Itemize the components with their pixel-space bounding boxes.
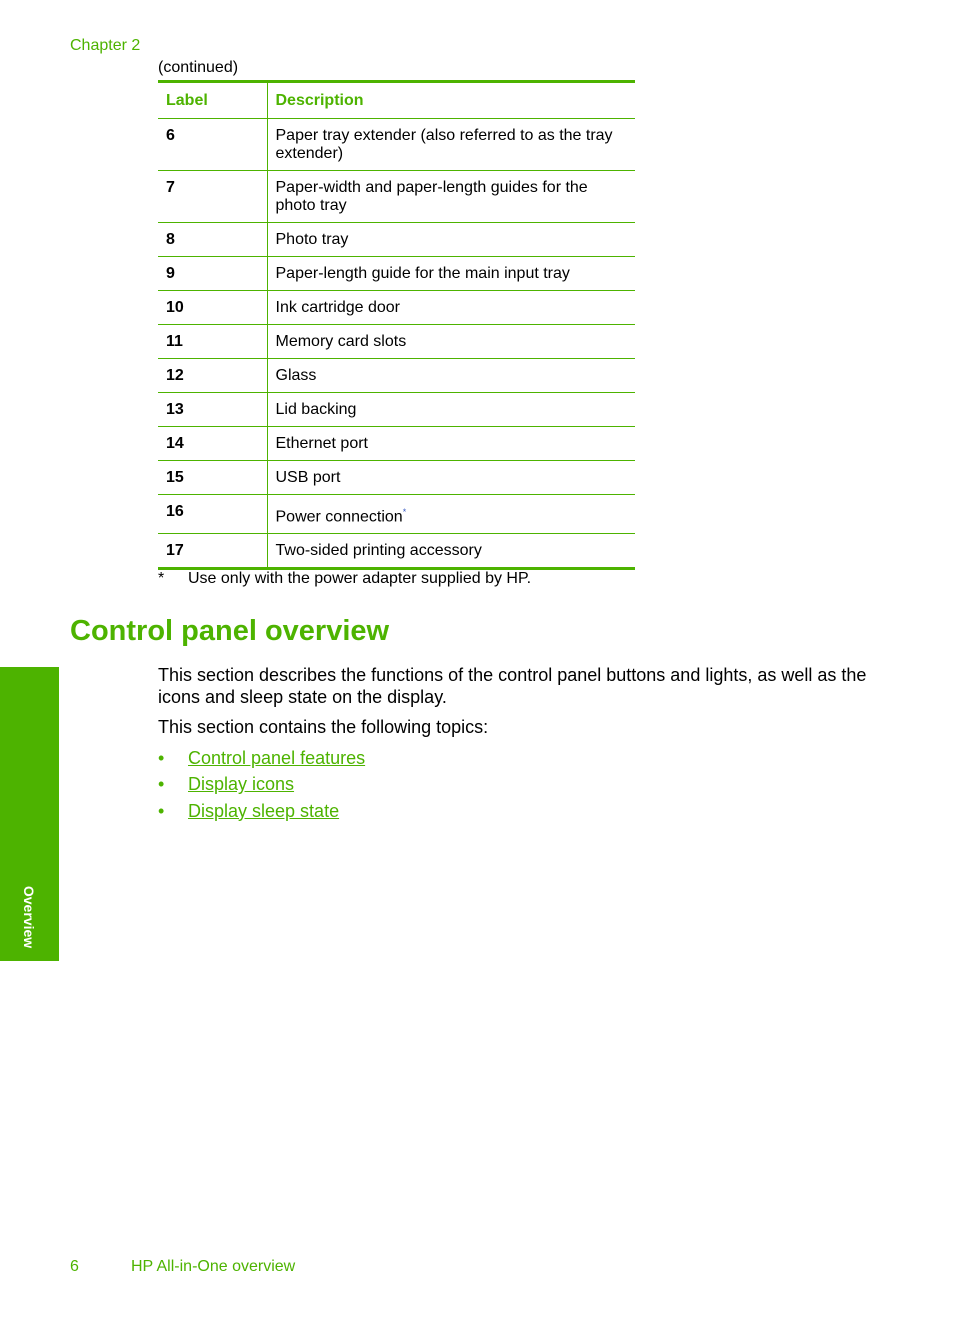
topics-intro: This section contains the following topics:	[158, 717, 489, 737]
row-label: 16	[158, 495, 267, 534]
column-header-label: Label	[158, 82, 267, 119]
row-label: 8	[158, 223, 267, 257]
row-description: Paper-length guide for the main input tray	[267, 257, 635, 291]
row-label: 10	[158, 291, 267, 325]
row-description: Paper tray extender (also referred to as the tray extender)	[267, 119, 635, 171]
row-label: 13	[158, 393, 267, 427]
row-description: Ethernet port	[267, 427, 635, 461]
row-label: 7	[158, 171, 267, 223]
side-tab-label: Overview	[21, 885, 37, 949]
parts-table	[158, 80, 635, 570]
row-description: Photo tray	[267, 223, 635, 257]
footnote-mark: *	[158, 570, 165, 587]
table-row	[158, 534, 635, 569]
chapter-header: Chapter 2	[70, 37, 141, 54]
row-description: USB port	[267, 461, 635, 495]
row-description: Paper-width and paper-length guides for the photo tray	[267, 171, 635, 223]
row-description-cell	[267, 495, 635, 534]
table-header-row	[158, 82, 635, 119]
section-title: Control panel overview	[70, 615, 390, 647]
column-header-description: Description	[267, 82, 635, 119]
topic-link-display-sleep-state[interactable]: Display sleep state	[188, 800, 340, 821]
footnote-text: Use only with the power adapter supplied by HP.	[188, 570, 532, 587]
row-label: 17	[158, 534, 267, 569]
topic-list	[158, 745, 365, 825]
table-row	[158, 325, 635, 359]
row-label: 9	[158, 257, 267, 291]
table-row	[158, 495, 635, 534]
table-row	[158, 119, 635, 171]
intro-paragraph: This section describes the functions of the control panel buttons and lights, as well as the icons and sleep state on the display.	[158, 665, 867, 707]
row-label: 6	[158, 119, 267, 171]
footnote-asterisk: *	[402, 507, 407, 517]
row-description: Glass	[267, 359, 635, 393]
row-description: Memory card slots	[267, 325, 635, 359]
table-row	[158, 427, 635, 461]
table-row	[158, 359, 635, 393]
row-description: Two-sided printing accessory	[267, 534, 635, 569]
bullet-icon: •	[158, 747, 165, 768]
row-label: 15	[158, 461, 267, 495]
row-description: Power connection	[275, 508, 403, 526]
row-description: Lid backing	[267, 393, 635, 427]
table-row	[158, 257, 635, 291]
topic-link-display-icons[interactable]: Display icons	[188, 774, 295, 795]
row-label: 14	[158, 427, 267, 461]
page-footer-title: HP All-in-One overview	[131, 1258, 296, 1275]
topic-link-control-panel-features[interactable]: Control panel features	[188, 747, 366, 768]
list-item	[158, 772, 365, 799]
table-row	[158, 461, 635, 495]
row-label: 12	[158, 359, 267, 393]
page-number: 6	[70, 1258, 79, 1275]
continued-note: (continued)	[158, 59, 239, 76]
list-item	[158, 798, 365, 825]
row-label: 11	[158, 325, 267, 359]
list-item	[158, 745, 365, 772]
table-row	[158, 223, 635, 257]
bullet-icon: •	[158, 800, 165, 821]
table-row	[158, 393, 635, 427]
table-row	[158, 291, 635, 325]
table-footnote	[158, 570, 531, 588]
bullet-icon: •	[158, 774, 165, 795]
row-description: Ink cartridge door	[267, 291, 635, 325]
table-row	[158, 171, 635, 223]
